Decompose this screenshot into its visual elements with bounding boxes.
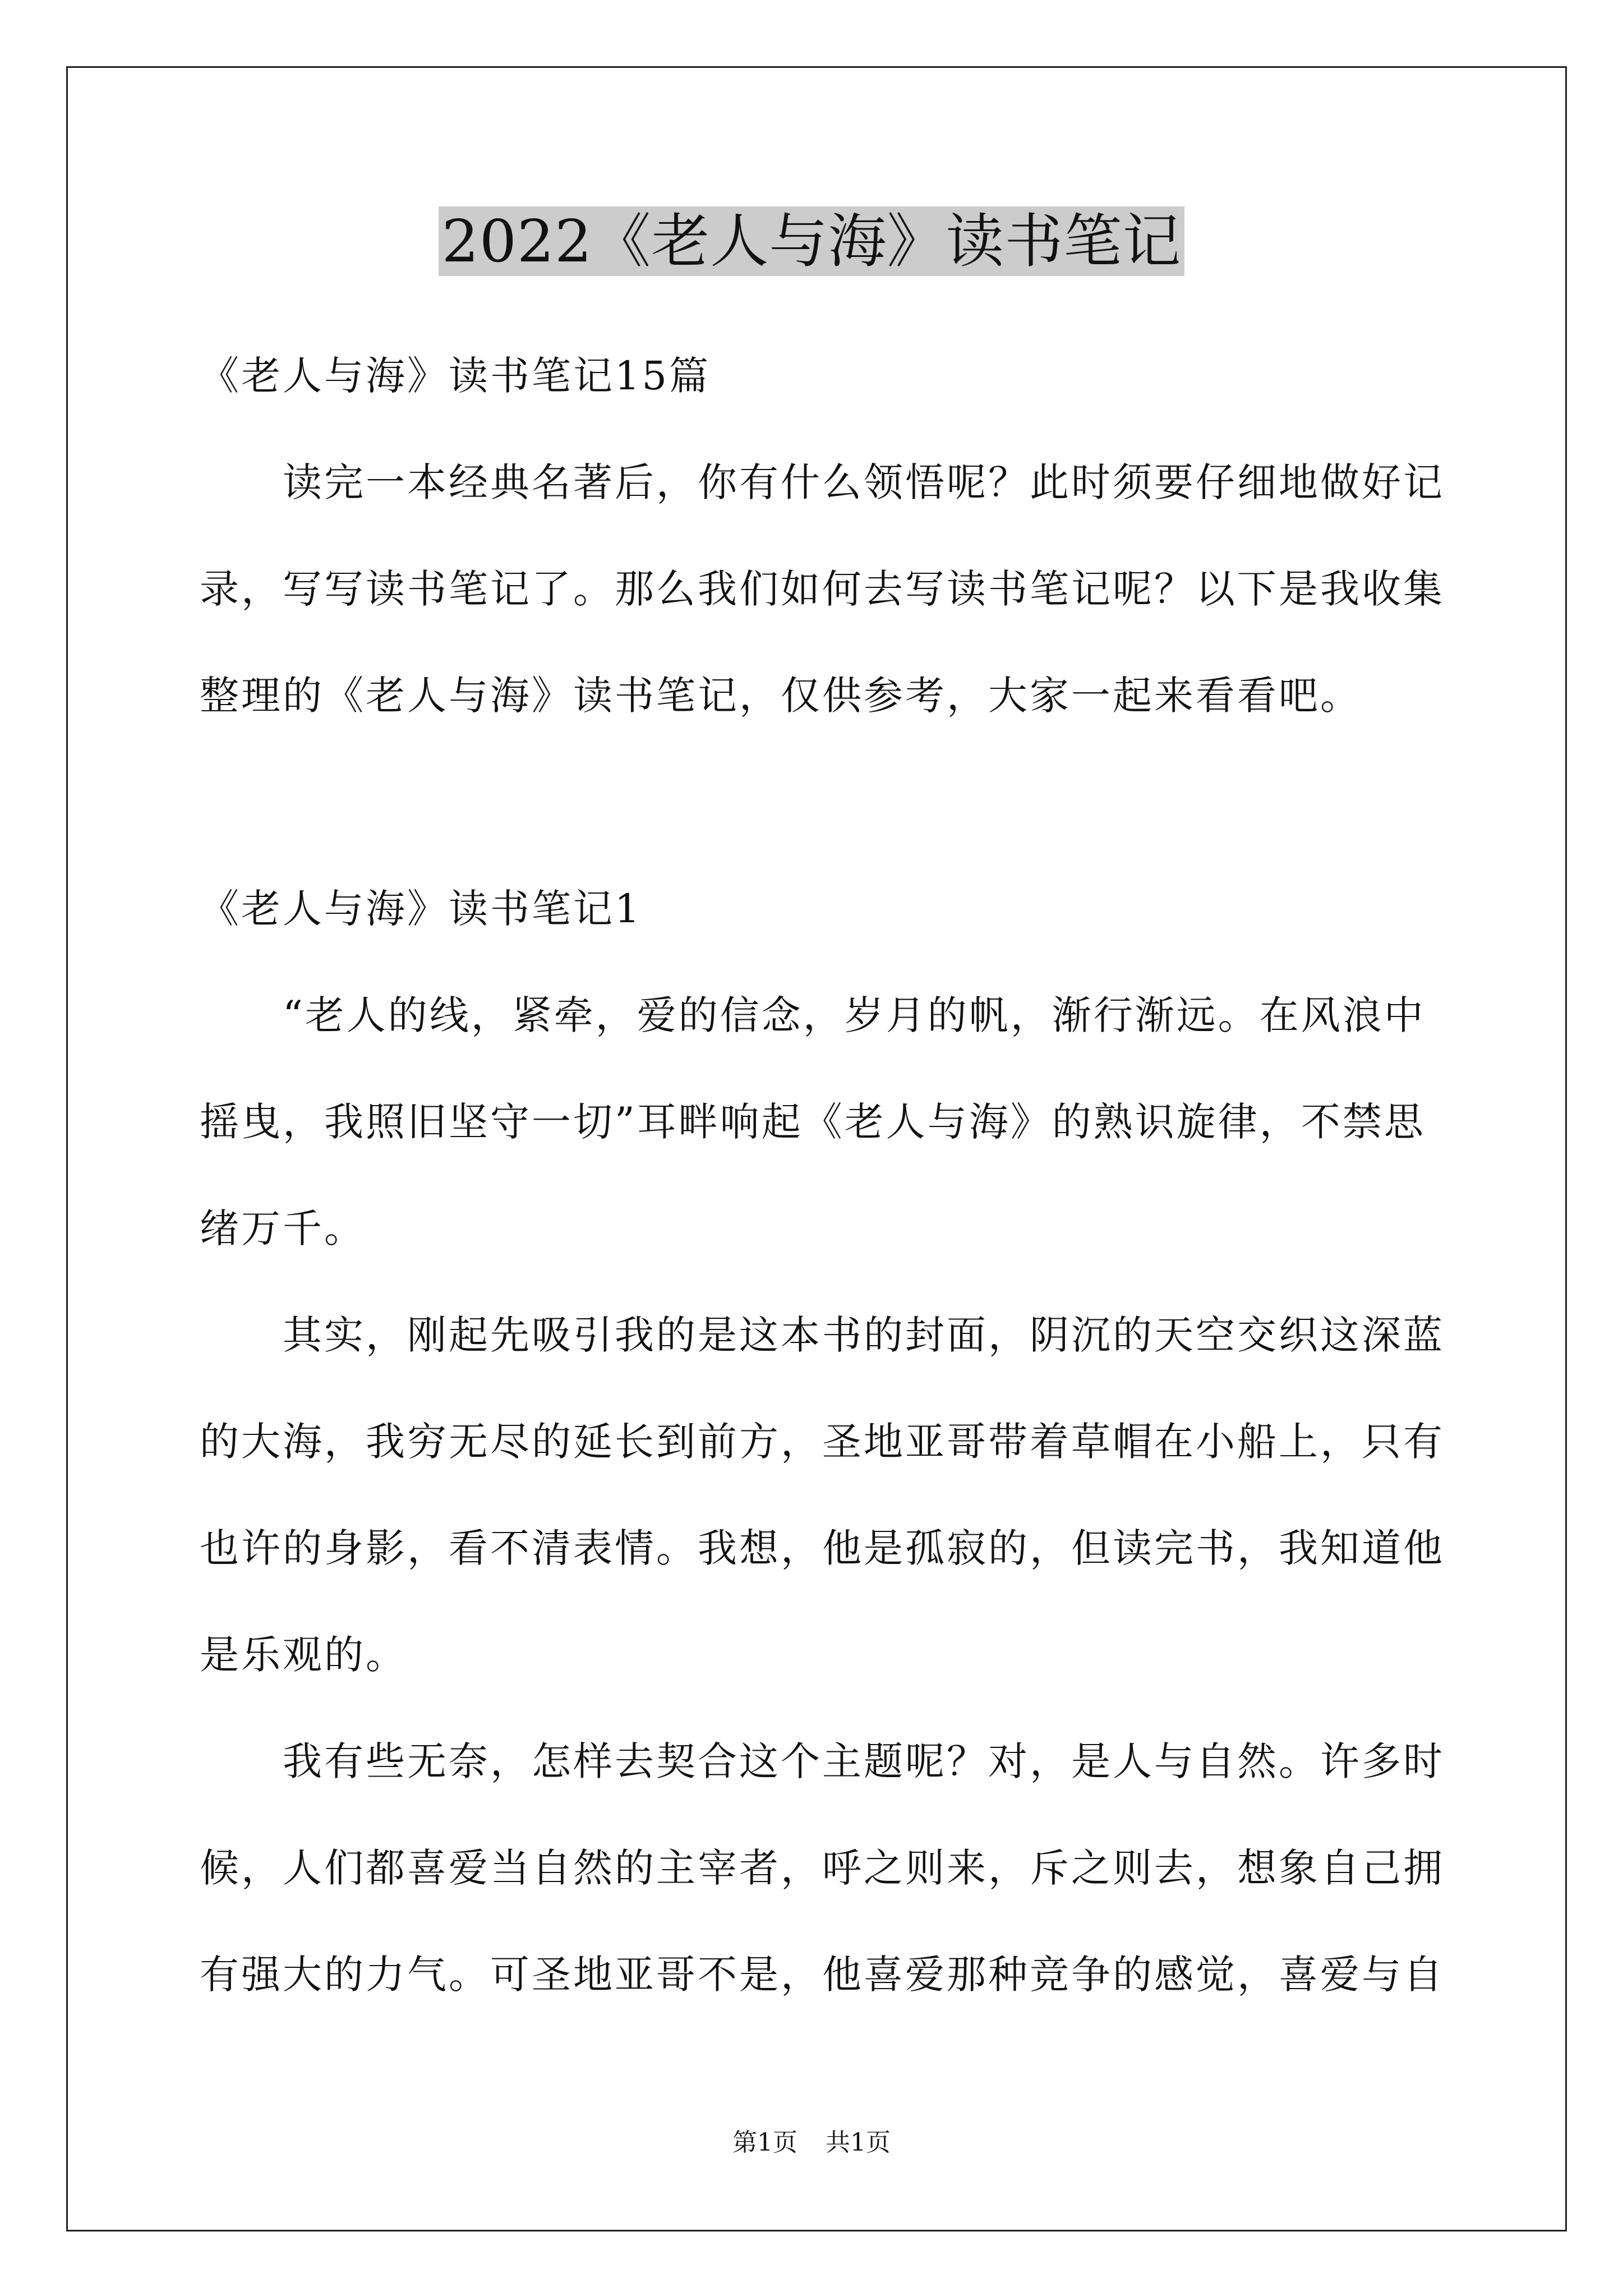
text-line: 读完一本经典名著后，你有什么领悟呢？此时须要仔细地做好记 — [200, 459, 1445, 505]
document-body — [200, 323, 1445, 2028]
page-total: 共1页 — [826, 2128, 891, 2157]
text-line: 其实，刚起先吸引我的是这本书的封面，阴沉的天空交织这深蓝 — [200, 1312, 1445, 1358]
document-title: 2022《老人与海》读书笔记 — [439, 206, 1185, 276]
text-line: 整理的《老人与海》读书笔记，仅供参考，大家一起来看看吧。 — [200, 673, 1362, 719]
text-line: 我有些无奈，怎样去契合这个主题呢？对，是人与自然。许多时 — [200, 1738, 1445, 1784]
text-line: 的大海，我穷无尽的延长到前方，圣地亚哥带着草帽在小船上，只有 — [200, 1419, 1445, 1465]
blank-line — [200, 749, 1433, 855]
page-footer — [0, 2126, 1623, 2160]
text-line: 《老人与海》读书笔记1 — [200, 886, 642, 932]
text-line: 《老人与海》读书笔记15篇 — [200, 353, 711, 399]
page-number: 第1页 — [732, 2128, 797, 2157]
text-line: 录，写写读书笔记了。那么我们如何去写读书笔记呢？以下是我收集 — [200, 566, 1445, 612]
text-line: 摇曳，我照旧坚守一切”耳畔响起《老人与海》的熟识旋律，不禁思 — [200, 1099, 1426, 1145]
text-line: 是乐观的。 — [200, 1632, 407, 1678]
text-line: 有强大的力气。可圣地亚哥不是，他喜爱那种竞争的感觉，喜爱与自 — [200, 1952, 1445, 1998]
text-line: 绪万千。 — [200, 1205, 366, 1251]
text-line: 也许的身影，看不清表情。我想，他是孤寂的，但读完书，我知道他 — [200, 1525, 1445, 1571]
text-line: “老人的线，紧牵，爱的信念，岁月的帆，渐行渐远。在风浪中 — [200, 992, 1426, 1038]
title-container — [0, 206, 1623, 276]
text-line: 候，人们都喜爱当自然的主宰者，呼之则来，斥之则去，想象自己拥 — [200, 1845, 1445, 1891]
